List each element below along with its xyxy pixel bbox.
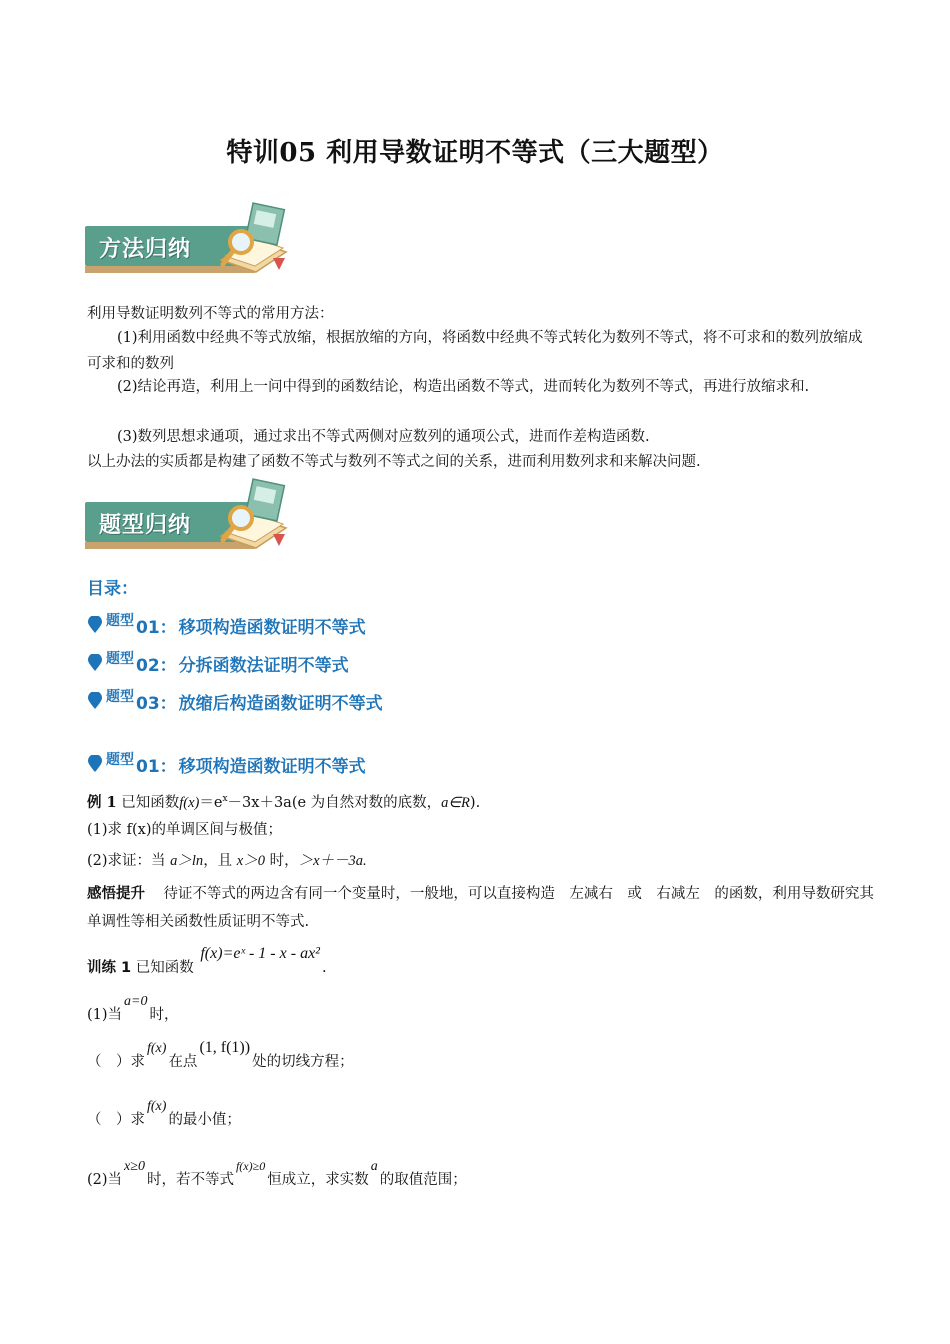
toc-num: 02： (136, 655, 177, 676)
training-label: 训练 1 (87, 960, 132, 976)
q1-part: 时， (149, 1007, 179, 1023)
toc-tag: 题型 (106, 689, 134, 705)
function-formula: f(x)=eˣ - 1 - x - ax² (200, 945, 320, 962)
q1-condition: a=0 (124, 994, 148, 1009)
question-types-banner (85, 476, 285, 551)
equals-e: ＝e (199, 794, 223, 811)
sub-ii-fx: f(x) (147, 1099, 167, 1114)
book-magnifier-icon (211, 476, 291, 551)
toc-title: 放缩后构造函数证明不等式 (178, 693, 383, 714)
example-1-question-2 (87, 849, 877, 873)
sub-ii-part: 的最小值； (168, 1112, 241, 1128)
q2-part: ＞x＋－3a. (298, 853, 367, 869)
toc-num: 01： (136, 617, 177, 638)
training-1-question-2 (87, 1159, 877, 1193)
sub-i-fx: f(x) (147, 1041, 167, 1056)
toc-item-02[interactable] (87, 648, 349, 678)
a-in-r: a∈R (441, 794, 470, 811)
sub-i-part: 处的切线方程； (252, 1054, 354, 1070)
toc-tag: 题型 (106, 613, 134, 629)
location-pin-icon (87, 755, 103, 773)
training-end: . (321, 960, 327, 976)
toc-item-03[interactable] (87, 686, 383, 716)
q2-part: (2)当 (87, 1172, 123, 1188)
q2-inequality: f(x)≥0 (235, 1159, 266, 1173)
section-01-heading (87, 749, 366, 779)
section-num: 01： (136, 756, 177, 777)
method-item-3: (3)数列思想求通项，通过求出不等式两侧对应数列的通项公式，进而作差构造函数. (117, 429, 650, 445)
example-label: 例 1 (87, 793, 117, 811)
training-1-sub-ii (87, 1099, 877, 1133)
book-magnifier-icon (211, 200, 291, 275)
q2-part: 的取值范围； (379, 1172, 467, 1188)
training-1-question-1 (87, 994, 877, 1028)
example-text: 已知函数 (121, 794, 180, 811)
example-1 (87, 787, 877, 815)
training-1 (87, 945, 877, 980)
training-intro: 已知函数 (135, 960, 194, 976)
q1-part: (1)当 (87, 1007, 123, 1023)
example-1-question-1: (1)求 f(x)的单调区间与极值； (87, 822, 283, 838)
toc-num: 03： (136, 693, 177, 714)
location-pin-icon (87, 654, 103, 672)
section-title: 移项构造函数证明不等式 (178, 756, 366, 777)
method-item-2: (2)结论再造，利用上一问中得到的函数结论，构造出函数不等式，进而转化为数列不等式，再进行放缩求和. (117, 379, 810, 395)
q2-variable: a (370, 1159, 378, 1174)
q2-part: a＞ln (170, 853, 204, 869)
toc-item-01[interactable] (87, 610, 366, 640)
location-pin-icon (87, 616, 103, 634)
q2-part: (2)求证：当 (87, 853, 166, 869)
function-name: f(x) (179, 794, 200, 811)
sub-i-point: (1, f(1)) (199, 1039, 251, 1056)
q2-part: ，且 (203, 853, 233, 869)
toc-title: 移项构造函数证明不等式 (178, 617, 366, 638)
insight-text: 待证不等式的两边含有同一个变量时，一般地，可以直接构造 左减右 或 右减左 的函数，利用导数研究其单调性等相关函数性质证明不等式. (87, 886, 874, 930)
toc-tag: 题型 (106, 651, 134, 667)
section-tag: 题型 (106, 752, 134, 768)
training-1-sub-i (87, 1039, 877, 1075)
method-summary-banner (85, 200, 285, 275)
toc-title: 分拆函数法证明不等式 (178, 655, 349, 676)
sub-ii-part: （ ）求 (87, 1112, 145, 1128)
page-title: 特训05 利用导数证明不等式（三大题型） (226, 138, 724, 168)
sub-i-part: 在点 (168, 1054, 198, 1070)
example-close: ). (469, 794, 481, 811)
q2-part: 恒成立，求实数 (267, 1172, 369, 1188)
insight-label: 感悟提升 (87, 885, 145, 902)
location-pin-icon (87, 692, 103, 710)
banner-label: 方法归纳 (99, 237, 192, 262)
banner-label: 题型归纳 (99, 513, 192, 538)
method-item-1: (1)利用函数中经典不等式放缩，根据放缩的方向，将函数中经典不等式转化为数列不等式，将不可求和的数列放缩成可求和的数列 (87, 330, 863, 372)
example-rest: －3x＋3a(e 为自然对数的底数， (227, 794, 442, 811)
insight-paragraph (87, 880, 877, 936)
q2-condition: x≥0 (124, 1159, 145, 1174)
method-summary: 以上办法的实质都是构建了函数不等式与数列不等式之间的关系，进而利用数列求和来解决问题. (87, 454, 701, 470)
exponent: x (222, 794, 228, 804)
q2-part: x＞0 (236, 853, 265, 869)
q2-part: 时， (269, 853, 299, 869)
toc-heading: 目录： (87, 579, 138, 599)
sub-i-part: （ ）求 (87, 1054, 145, 1070)
method-intro: 利用导数证明数列不等式的常用方法： (87, 306, 334, 322)
q2-part: 时，若不等式 (146, 1172, 234, 1188)
